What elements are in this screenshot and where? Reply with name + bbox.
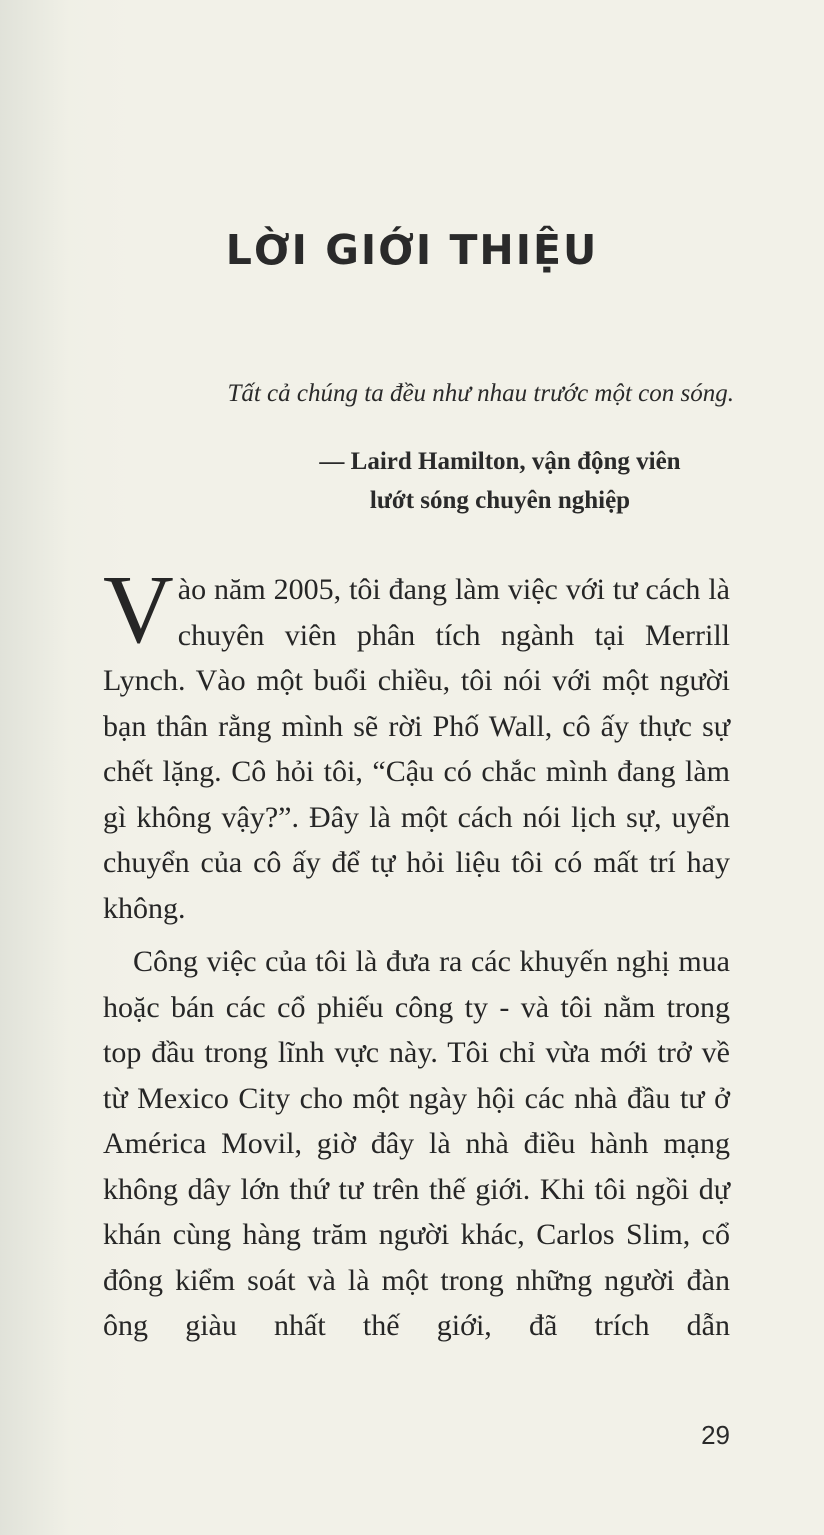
drop-cap: V xyxy=(103,556,174,664)
chapter-title: LỜI GIỚI THIỆU xyxy=(225,226,599,274)
epigraph-attribution: — Laird Hamilton, vận động viên lướt sóng chuyên nghiệp xyxy=(319,448,681,514)
paragraph: Công việc của tôi là đưa ra các khuyến nghị mua hoặc bán các cổ phiếu công ty - và tôi nằm trong top đầu trong lĩnh vực này. Tôi chỉ vừa mới trở về từ Mexico City cho một ngày hội các nhà đầu tư ở América Movil, giờ đây là nhà điều hành mạng không dây lớn thứ tư trên thế giới. Khi tôi ngồi dự khán cùng hàng trăm người khác, Carlos Slim, cổ đông kiểm soát và là một trong những người đàn ông giàu nhất thế giới, đã trích dẫn xyxy=(103,945,730,1342)
paragraph xyxy=(103,556,730,931)
page-number: 29 xyxy=(701,1420,730,1450)
paragraph-text: ào năm 2005, tôi đang làm việc với tư cách là chuyên viên phân tích ngành tại Merrill Lynch. Vào một buổi chiều, tôi nói với một người bạn thân rằng mình sẽ rời Phố Wall, cô ấy thực sự chết lặng. Cô hỏi tôi, “Cậu có chắc mình đang làm gì không vậy?”. Đây là một cách nói lịch sự, uyển chuyển của cô ấy để tự hỏi liệu tôi có mất trí hay không. xyxy=(103,573,730,925)
epigraph-quote: Tất cả chúng ta đều như nhau trước một con sóng. xyxy=(227,380,734,407)
body-text xyxy=(103,556,730,1349)
